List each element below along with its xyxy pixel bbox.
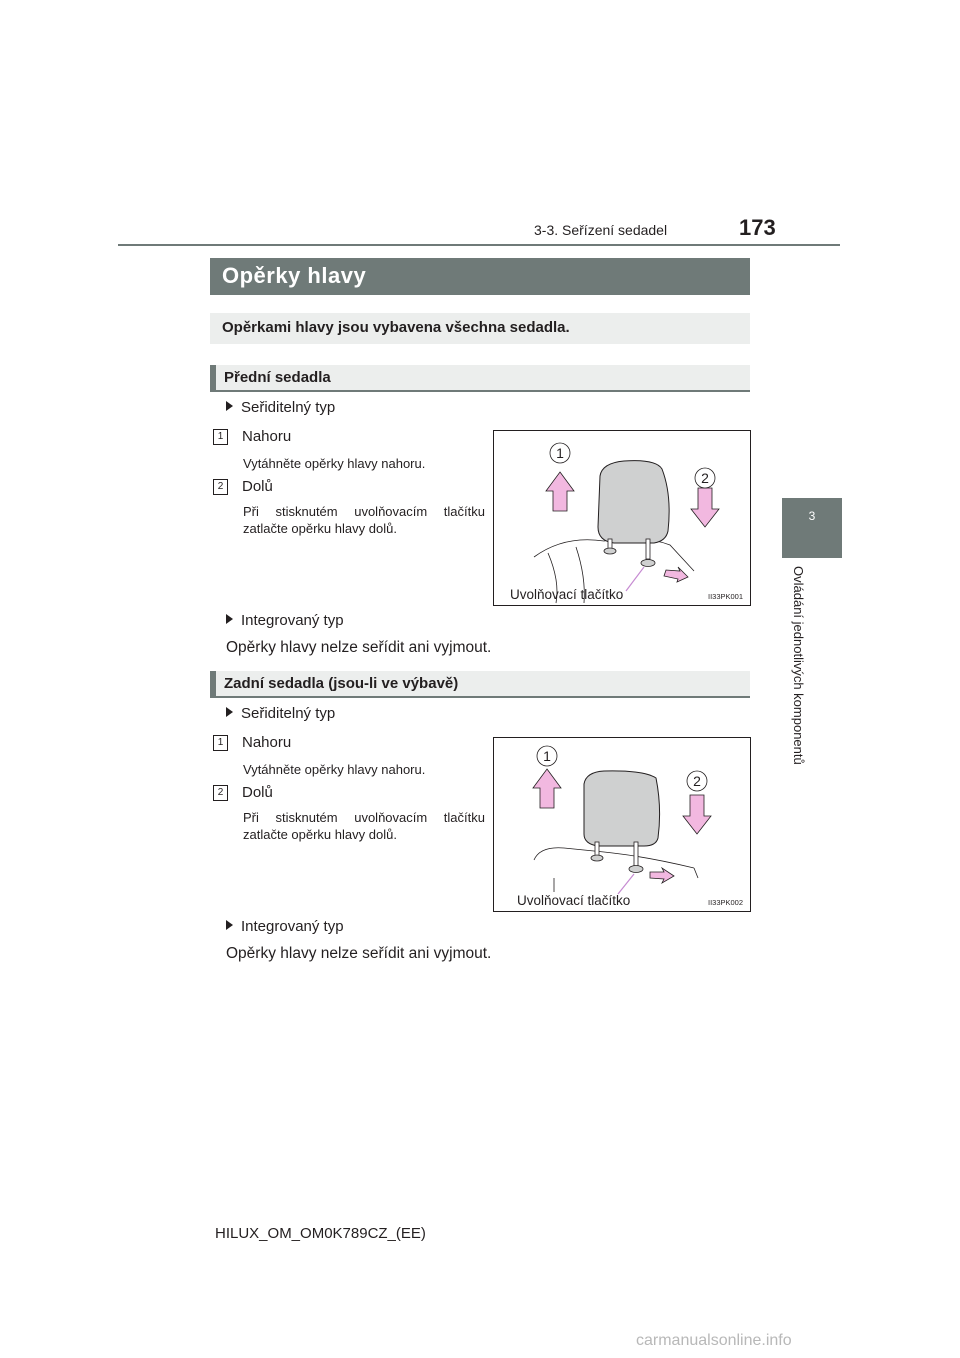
figure-number-1: 1 xyxy=(556,445,564,461)
step-number-badge: 2 xyxy=(213,479,228,495)
chapter-side-text: Ovládání jednotlivých komponentů xyxy=(791,566,806,765)
header-rule xyxy=(118,244,840,246)
rear-bullet-adjustable-text: Seřiditelný typ xyxy=(241,705,336,722)
step-number-badge: 1 xyxy=(213,429,228,445)
rear-note: Opěrky hlavy nelze seřídit ani vyjmout. xyxy=(226,945,492,962)
front-bullet-integrated-text: Integrovaný typ xyxy=(241,612,344,629)
rear-step-up-label: Nahoru xyxy=(242,734,292,751)
front-headrest-illustration xyxy=(494,431,750,605)
chapter-side-label xyxy=(790,566,810,806)
rear-seats-heading xyxy=(210,671,750,698)
front-note: Opěrky hlavy nelze seřídit ani vyjmout. xyxy=(226,639,492,656)
page-title: Opěrky hlavy xyxy=(222,263,367,288)
front-figure-code: II33PK001 xyxy=(708,592,744,601)
rear-release-button-label: Uvolňovací tlačítko xyxy=(517,893,631,908)
rear-step-up-desc: Vytáhněte opěrky hlavy nahoru. xyxy=(243,762,426,777)
front-release-button-label: Uvolňovací tlačítko xyxy=(510,587,624,602)
figure-number-2: 2 xyxy=(701,470,709,486)
figure-number-1: 1 xyxy=(543,748,551,764)
front-seats-heading xyxy=(210,365,750,392)
rear-step-down-label: Dolů xyxy=(242,784,273,801)
triangle-bullet-icon xyxy=(226,614,233,624)
rear-headrest-figure xyxy=(493,737,751,912)
rear-headrest-illustration xyxy=(494,738,750,911)
front-bullet-adjustable-text: Seřiditelný typ xyxy=(241,399,336,416)
watermark: carmanualsonline.info xyxy=(636,1332,792,1349)
rear-figure-code: II33PK002 xyxy=(708,898,744,907)
rear-bullet-adjustable xyxy=(226,705,335,722)
front-headrest-figure xyxy=(493,430,751,606)
front-seats-heading-text: Přední sedadla xyxy=(224,369,331,386)
front-bullet-integrated xyxy=(226,612,344,629)
triangle-bullet-icon xyxy=(226,920,233,930)
rear-bullet-integrated-text: Integrovaný typ xyxy=(241,918,344,935)
step-number-badge: 1 xyxy=(213,735,228,751)
section-title: 3-3. Seřízení sedadel xyxy=(534,222,668,238)
step-number-badge: 2 xyxy=(213,785,228,801)
triangle-bullet-icon xyxy=(226,707,233,717)
chapter-tab: 3 xyxy=(782,498,842,558)
front-step-up-label: Nahoru xyxy=(242,428,292,445)
front-step-up-desc: Vytáhněte opěrky hlavy nahoru. xyxy=(243,456,426,471)
page-number: 173 xyxy=(739,215,776,240)
rear-step-down-desc: Při stisknutém uvolňovacím tlačítku zatlačte opěrku hlavy dolů. xyxy=(243,810,485,842)
triangle-bullet-icon xyxy=(226,401,233,411)
front-bullet-adjustable xyxy=(226,399,335,416)
rear-bullet-integrated xyxy=(226,918,344,935)
figure-number-2: 2 xyxy=(693,773,701,789)
rear-seats-heading-text: Zadní sedadla (jsou-li ve výbavě) xyxy=(224,675,459,692)
page-title-bar xyxy=(210,258,750,295)
front-step-down-desc: Při stisknutém uvolňovacím tlačítku zatlačte opěrku hlavy dolů. xyxy=(243,504,485,536)
intro-box xyxy=(210,313,750,344)
document-code: HILUX_OM_OM0K789CZ_(EE) xyxy=(215,1225,426,1242)
front-step-down-label: Dolů xyxy=(242,478,273,495)
intro-text: Opěrkami hlavy jsou vybavena všechna sedadla. xyxy=(222,319,570,336)
